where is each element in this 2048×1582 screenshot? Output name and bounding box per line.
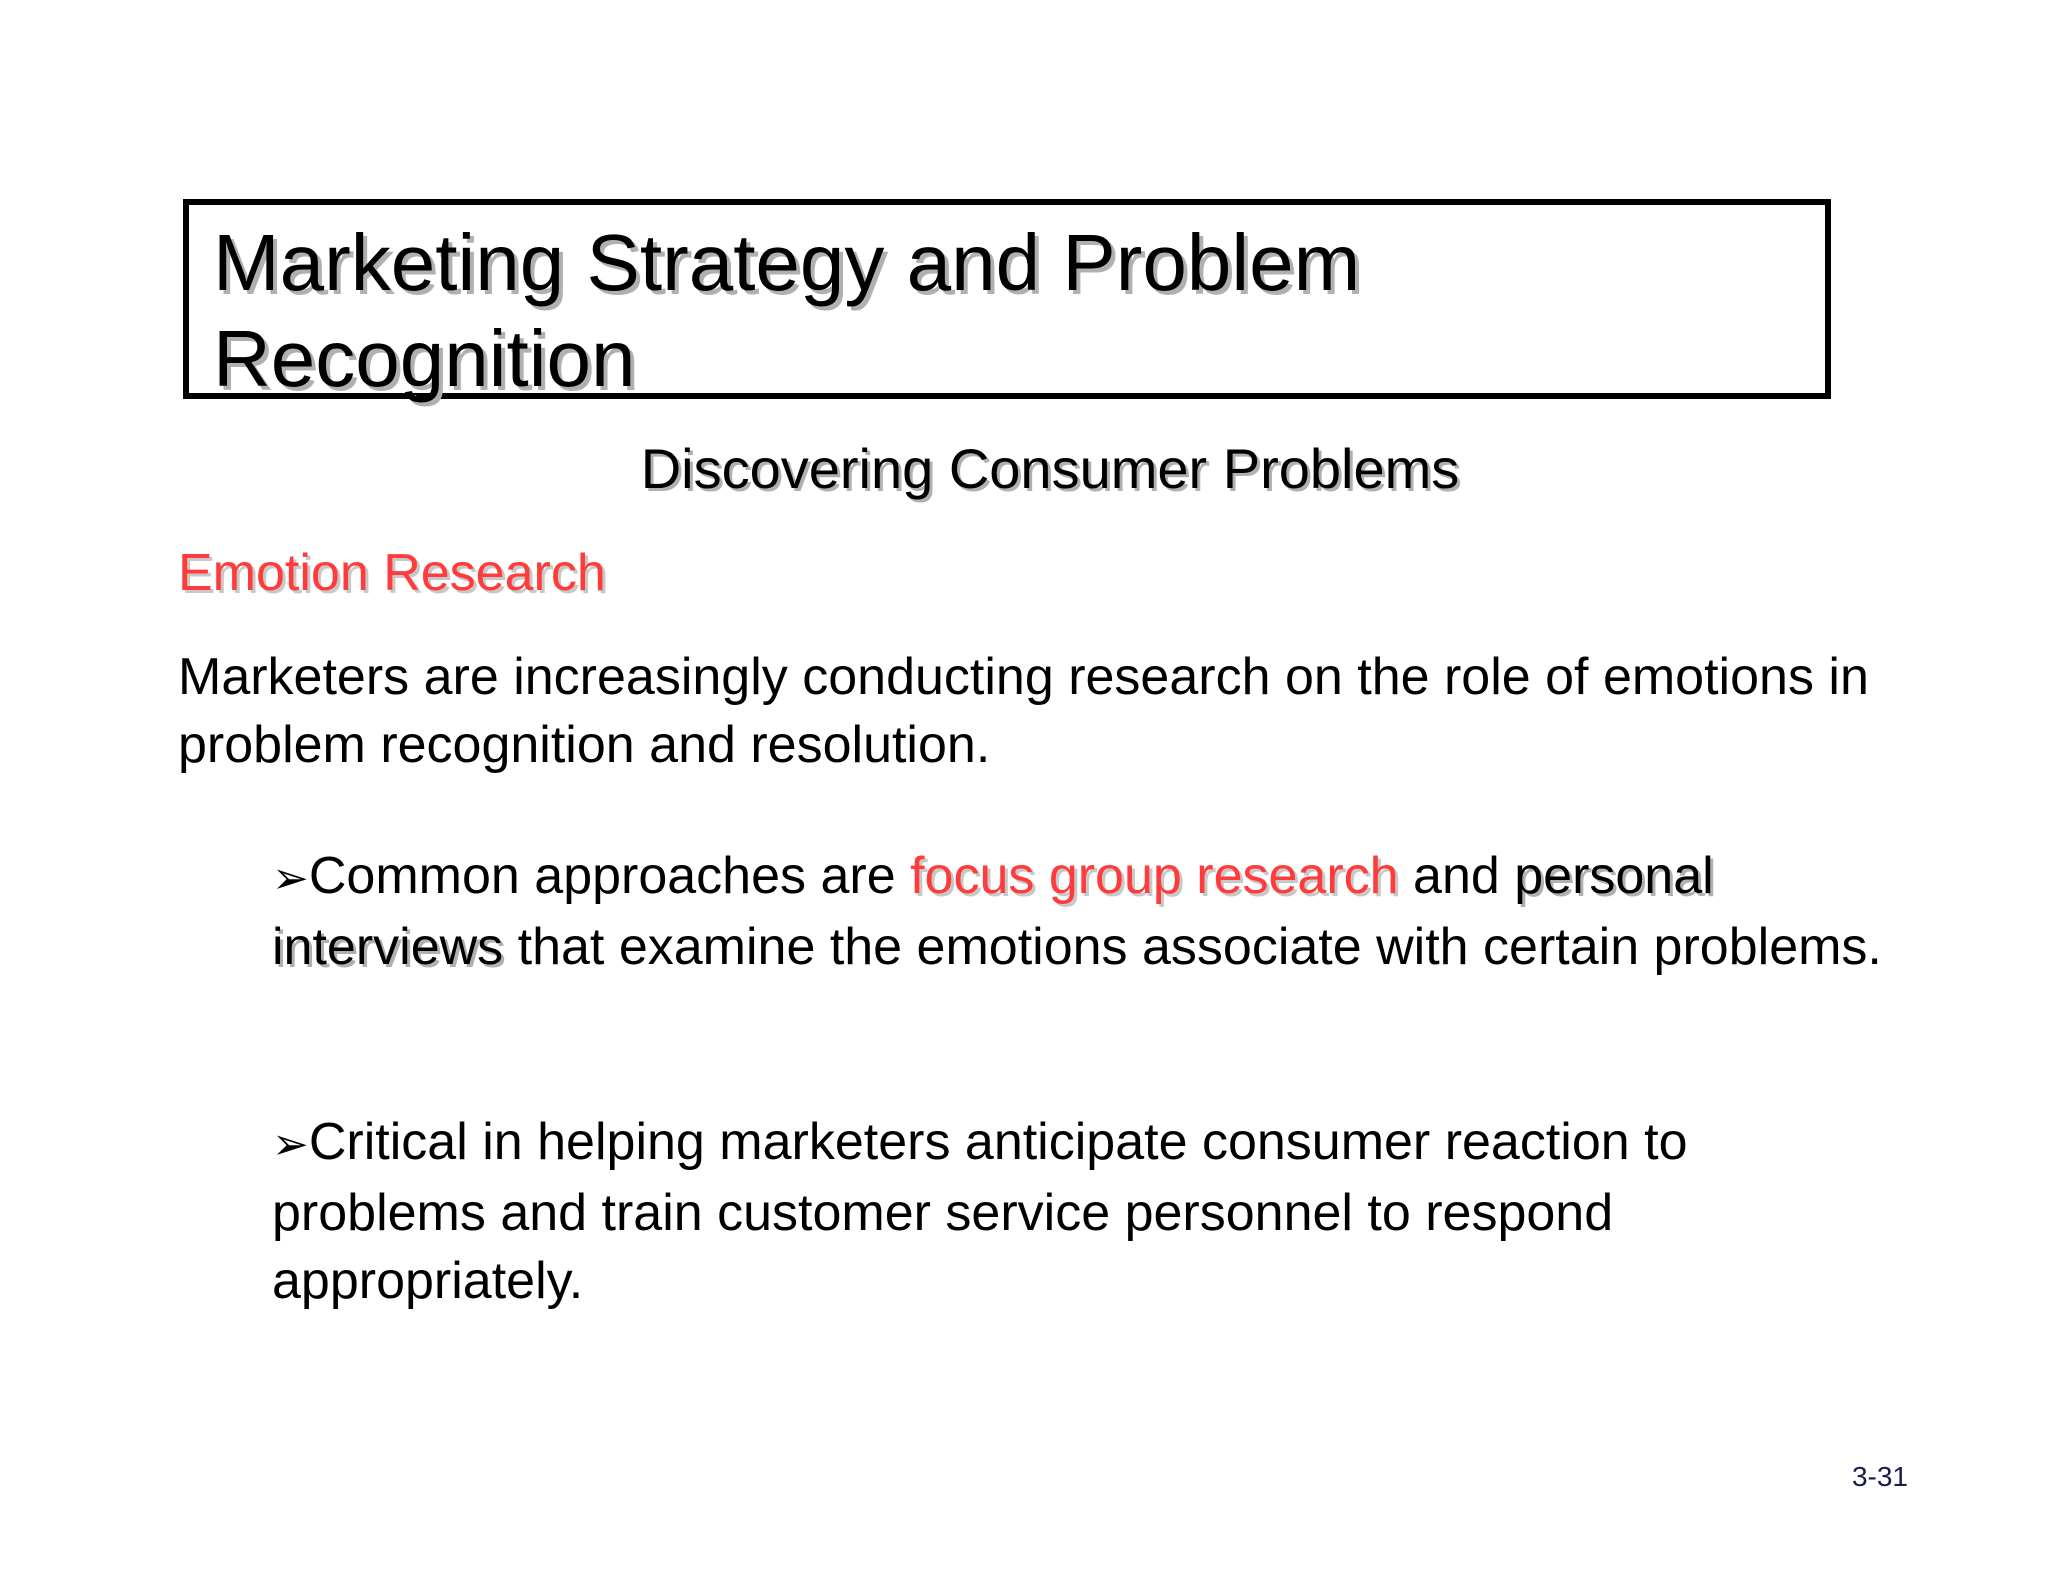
bullet-1-prefix: Common approaches are bbox=[308, 847, 911, 905]
slide-title-line-1: Marketing Strategy and Problem bbox=[213, 218, 1361, 307]
arrow-bullet-icon: ➢ bbox=[272, 1119, 309, 1170]
bullet-item-1 bbox=[272, 842, 1892, 981]
bullet-1-highlight-personal-interviews: personal interviews bbox=[272, 847, 1714, 976]
bullet-1-suffix: that examine the emotions associate with certain problems. bbox=[503, 918, 1882, 976]
bullet-2-text: Critical in helping marketers anticipate consumer reaction to problems and train customer service personnel to respond appropriately. bbox=[272, 1113, 1688, 1310]
bullet-item-2 bbox=[272, 1108, 1892, 1315]
bullet-1-middle: and bbox=[1398, 847, 1515, 905]
section-heading: Emotion Research bbox=[178, 544, 606, 602]
slide-title-line-2: Recognition bbox=[213, 314, 636, 403]
intro-paragraph: Marketers are increasingly conducting research on the role of emotions in problem recognition and resolution. bbox=[178, 648, 1869, 774]
arrow-bullet-icon: ➢ bbox=[272, 853, 309, 904]
page-number: 3-31 bbox=[1851, 1461, 1908, 1492]
title-box bbox=[183, 199, 1831, 403]
bullet-1-highlight-focus-group: focus group research bbox=[910, 847, 1399, 905]
slide-subtitle: Discovering Consumer Problems bbox=[640, 437, 1460, 500]
